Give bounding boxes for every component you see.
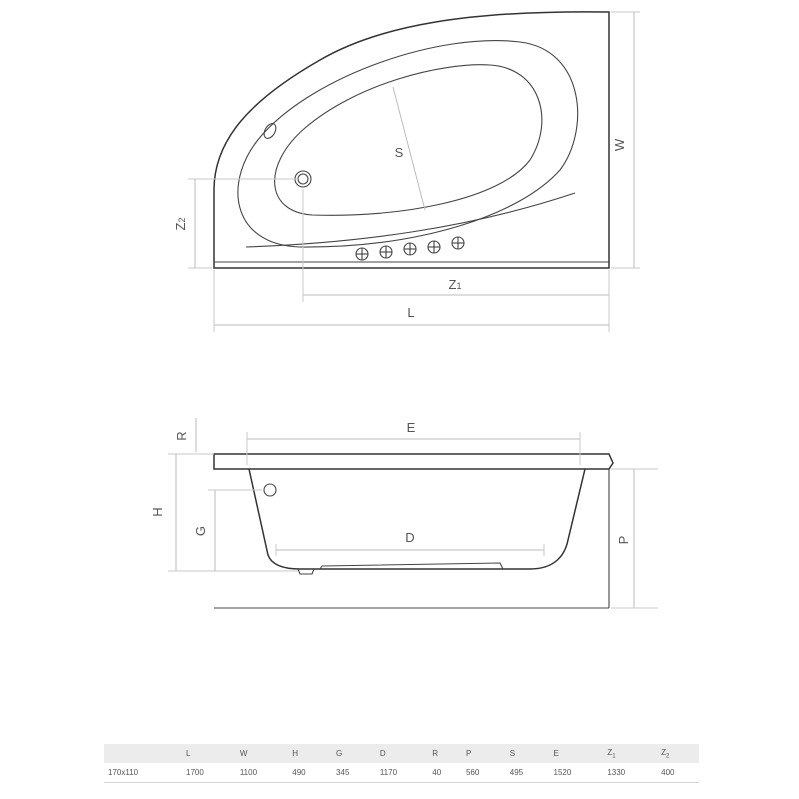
header-h: H (286, 744, 330, 763)
label-e: E (406, 420, 416, 435)
label-p: P (616, 535, 631, 545)
overflow-outlet (264, 484, 276, 496)
label-z1: Z1 (448, 277, 462, 292)
jet-icon (452, 237, 464, 249)
header-model (104, 744, 180, 763)
tub-body-profile (249, 469, 585, 569)
label-w: W (612, 138, 627, 152)
jet-icon (404, 243, 416, 255)
header-p: P (460, 744, 504, 763)
label-s: S (394, 145, 404, 160)
cell-p: 560 (460, 763, 504, 783)
header-z2: $Z_2$ (655, 744, 699, 763)
cell-w: 1100 (234, 763, 286, 783)
cell-z2: 400 (655, 763, 699, 783)
cell-l: 1700 (180, 763, 234, 783)
massage-jets (356, 237, 464, 260)
header-d: D (374, 744, 426, 763)
drain-inner (298, 174, 308, 184)
header-s: S (504, 744, 548, 763)
bottom-support (320, 563, 503, 569)
cell-s: 495 (504, 763, 548, 783)
label-z2: Z2 (173, 217, 188, 231)
spec-table-header-row (104, 744, 699, 763)
header-r: R (426, 744, 460, 763)
jet-icon (380, 246, 392, 258)
header-e: E (548, 744, 602, 763)
cell-model: 170x110 (104, 763, 180, 783)
cell-g: 345 (330, 763, 374, 783)
cell-h: 490 (286, 763, 330, 783)
label-g: G (193, 525, 208, 537)
tub-basin (275, 65, 542, 216)
label-l: L (407, 305, 415, 320)
header-g: G (330, 744, 374, 763)
cell-e: 1520 (548, 763, 602, 783)
cell-z1: 1330 (601, 763, 655, 783)
seat-contour-line (246, 193, 575, 247)
header-w: W (234, 744, 286, 763)
label-d: D (405, 530, 415, 545)
jet-icon (428, 241, 440, 253)
label-h: H (150, 507, 165, 517)
overflow-hole (262, 122, 279, 141)
jet-icon (356, 248, 368, 260)
cell-r: 40 (426, 763, 460, 783)
table-row (104, 763, 699, 783)
dimensions-spec-table (104, 744, 699, 783)
cell-d: 1170 (374, 763, 426, 783)
top-view (173, 12, 640, 332)
side-view (150, 418, 658, 608)
label-r: R (174, 431, 189, 441)
header-l: L (180, 744, 234, 763)
tub-rim-profile (214, 454, 613, 469)
header-z1: $Z_1$ (601, 744, 655, 763)
tub-outer-rim (214, 12, 609, 268)
